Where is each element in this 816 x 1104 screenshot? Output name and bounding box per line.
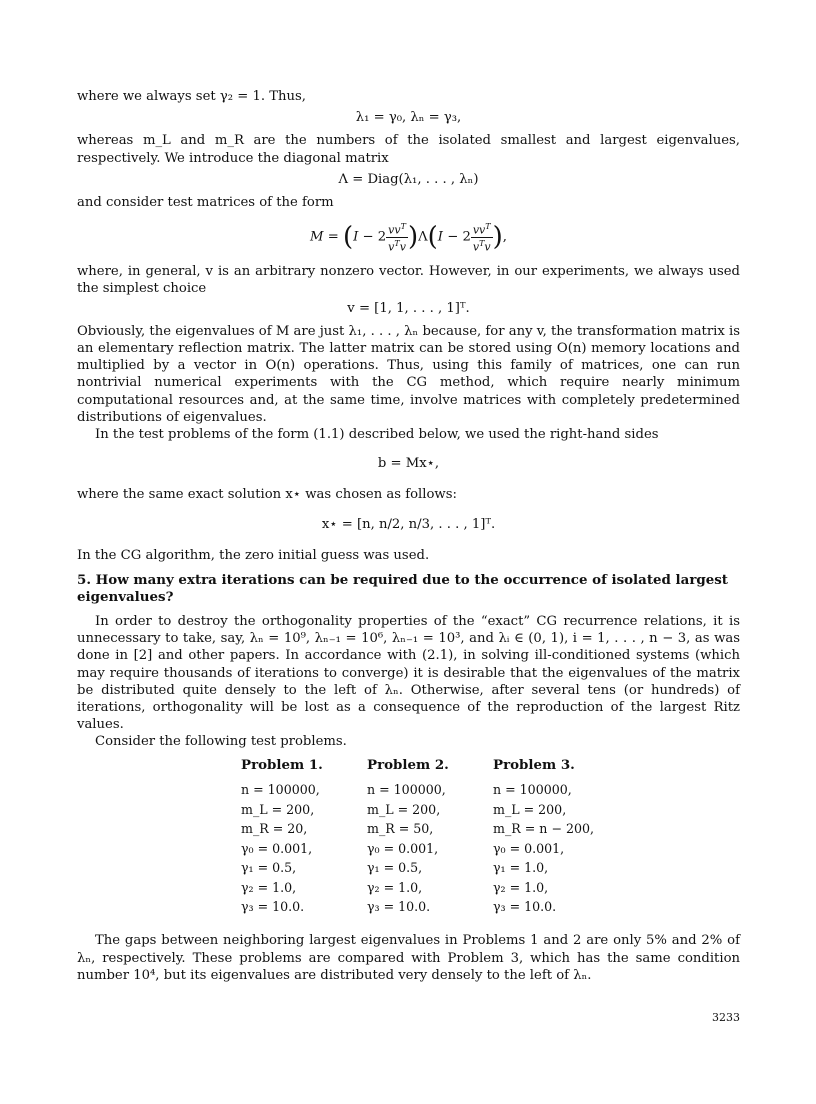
problem-header: Problem 3.	[493, 756, 575, 773]
equation-M: M = (I − 2 $\frac{vv^T}{v^Tv}$ )Λ(I − 2 $\frac{vv^T}{v^Tv}$ ),	[310, 222, 507, 254]
equation-diag: Λ = Diag(λ₁, . . . , λₙ)	[338, 171, 479, 187]
table-cell: γ₁ = 1.0,	[493, 860, 549, 876]
table-row	[235, 799, 633, 819]
table-row	[235, 877, 633, 897]
table-cell: m_R = 50,	[367, 821, 434, 837]
table-cell: γ₂ = 1.0,	[493, 879, 549, 895]
table-cell: m_R = 20,	[241, 821, 308, 837]
problem-header: Problem 1.	[241, 756, 323, 773]
page-body	[77, 88, 740, 984]
table-cell: γ₁ = 0.5,	[367, 860, 423, 876]
closing-paragraph: The gaps between neighboring largest eigenvalues in Problems 1 and 2 are only 5% and 2% of λₙ, respectively. These problems are compared with Problem 3, which has the same condition number 10⁴, but its eigenvalues are distributed very densely to the left of λₙ.	[77, 933, 740, 983]
paragraph-where: where, in general, v is an arbitrary nonzero vector. However, in our experiments, we always used the simplest choice	[77, 264, 740, 297]
paragraph-whereas: whereas m_L and m_R are the numbers of the isolated smallest and largest eigenvalues, respectively. We introduce the diagonal matrix	[77, 133, 740, 166]
paragraph-exact: where the same exact solution x⋆ was chosen as follows:	[77, 487, 457, 503]
table-cell: γ₀ = 0.001,	[241, 840, 313, 856]
table-cell: γ₃ = 10.0.	[241, 899, 305, 915]
table-cell: m_L = 200,	[241, 801, 315, 817]
paragraph-consider: and consider test matrices of the form	[77, 195, 334, 211]
intro-line: where we always set γ₂ = 1. Thus,	[77, 89, 306, 104]
paragraph-zero: In the CG algorithm, the zero initial guess was used.	[77, 547, 430, 563]
section-paragraph-2: Consider the following test problems.	[95, 734, 347, 750]
table-row	[235, 819, 633, 839]
section-heading: 5. How many extra iterations can be required due to the occurrence of isolated largest eigenvalues?	[77, 572, 728, 606]
table-cell: m_L = 200,	[367, 801, 441, 817]
table-cell: m_L = 200,	[493, 801, 567, 817]
table-cell: γ₀ = 0.001,	[493, 840, 565, 856]
table-cell: n = 100000,	[493, 782, 572, 798]
problems-table	[235, 757, 633, 917]
equation-b: b = Mx⋆,	[377, 456, 440, 472]
table-cell: γ₂ = 1.0,	[241, 879, 297, 895]
paragraph-test: In the test problems of the form (1.1) described below, we used the right-hand sides	[95, 427, 659, 443]
section-paragraph-1: In order to destroy the orthogonality properties of the “exact” CG recurrence relations, it is unnecessary to take, say, λₙ = 10⁹, λₙ₋₁ = 10⁶, λₙ₋₁ = 10³, and λᵢ ∈ (0, 1), i = 1, . . . , n − 3, as was done in [2] and other papers. In accordance with (2.1), in solving ill-conditioned systems (which may require thousands of iterations to converge) it is desirable that the eigenvalues of the matrix be distributed quite densely to the left of λₙ. Otherwise, after several tens (or hundreds) of iterations, orthogonality will be lost as a consequence of the reproduction of the largest Ritz values.	[77, 614, 740, 733]
table-cell: γ₃ = 10.0.	[367, 899, 431, 915]
table-cell: n = 100000,	[367, 782, 446, 798]
table-cell: γ₁ = 0.5,	[241, 860, 297, 876]
table-cell: γ₂ = 1.0,	[367, 879, 423, 895]
problem-header: Problem 2.	[367, 756, 449, 773]
equation-x: x⋆ = [n, n/2, n/3, . . . , 1]ᵀ.	[321, 516, 496, 532]
table-cell: γ₀ = 0.001,	[367, 840, 439, 856]
table-row	[235, 838, 633, 858]
page-number: 3233	[712, 1011, 740, 1024]
paragraph-obviously: Obviously, the eigenvalues of M are just λ₁, . . . , λₙ because, for any v, the transformation matrix is an elementary reflection matrix. The latter matrix can be stored using O(n) memory locations and multiplied by a vector in O(n) operations. Thus, using this family of matrices, one can run nontrivial numerical experiments with the CG method, which require nearly minimum computational resources and, at the same time, involve matrices with completely predetermined distributions of eigenvalues.	[77, 323, 740, 425]
table-cell: γ₃ = 10.0.	[493, 899, 557, 915]
equation-M-lhs: M =	[310, 229, 339, 245]
equation-lambda: λ₁ = γ₀, λₙ = γ₃,	[355, 110, 462, 126]
problems-header-row	[235, 757, 633, 780]
table-cell: n = 100000,	[241, 782, 320, 798]
table-row	[235, 858, 633, 878]
equation-v: v = [1, 1, . . . , 1]ᵀ.	[347, 300, 470, 316]
table-row	[235, 897, 633, 917]
table-row	[235, 780, 633, 800]
table-cell: m_R = n − 200,	[493, 821, 594, 837]
